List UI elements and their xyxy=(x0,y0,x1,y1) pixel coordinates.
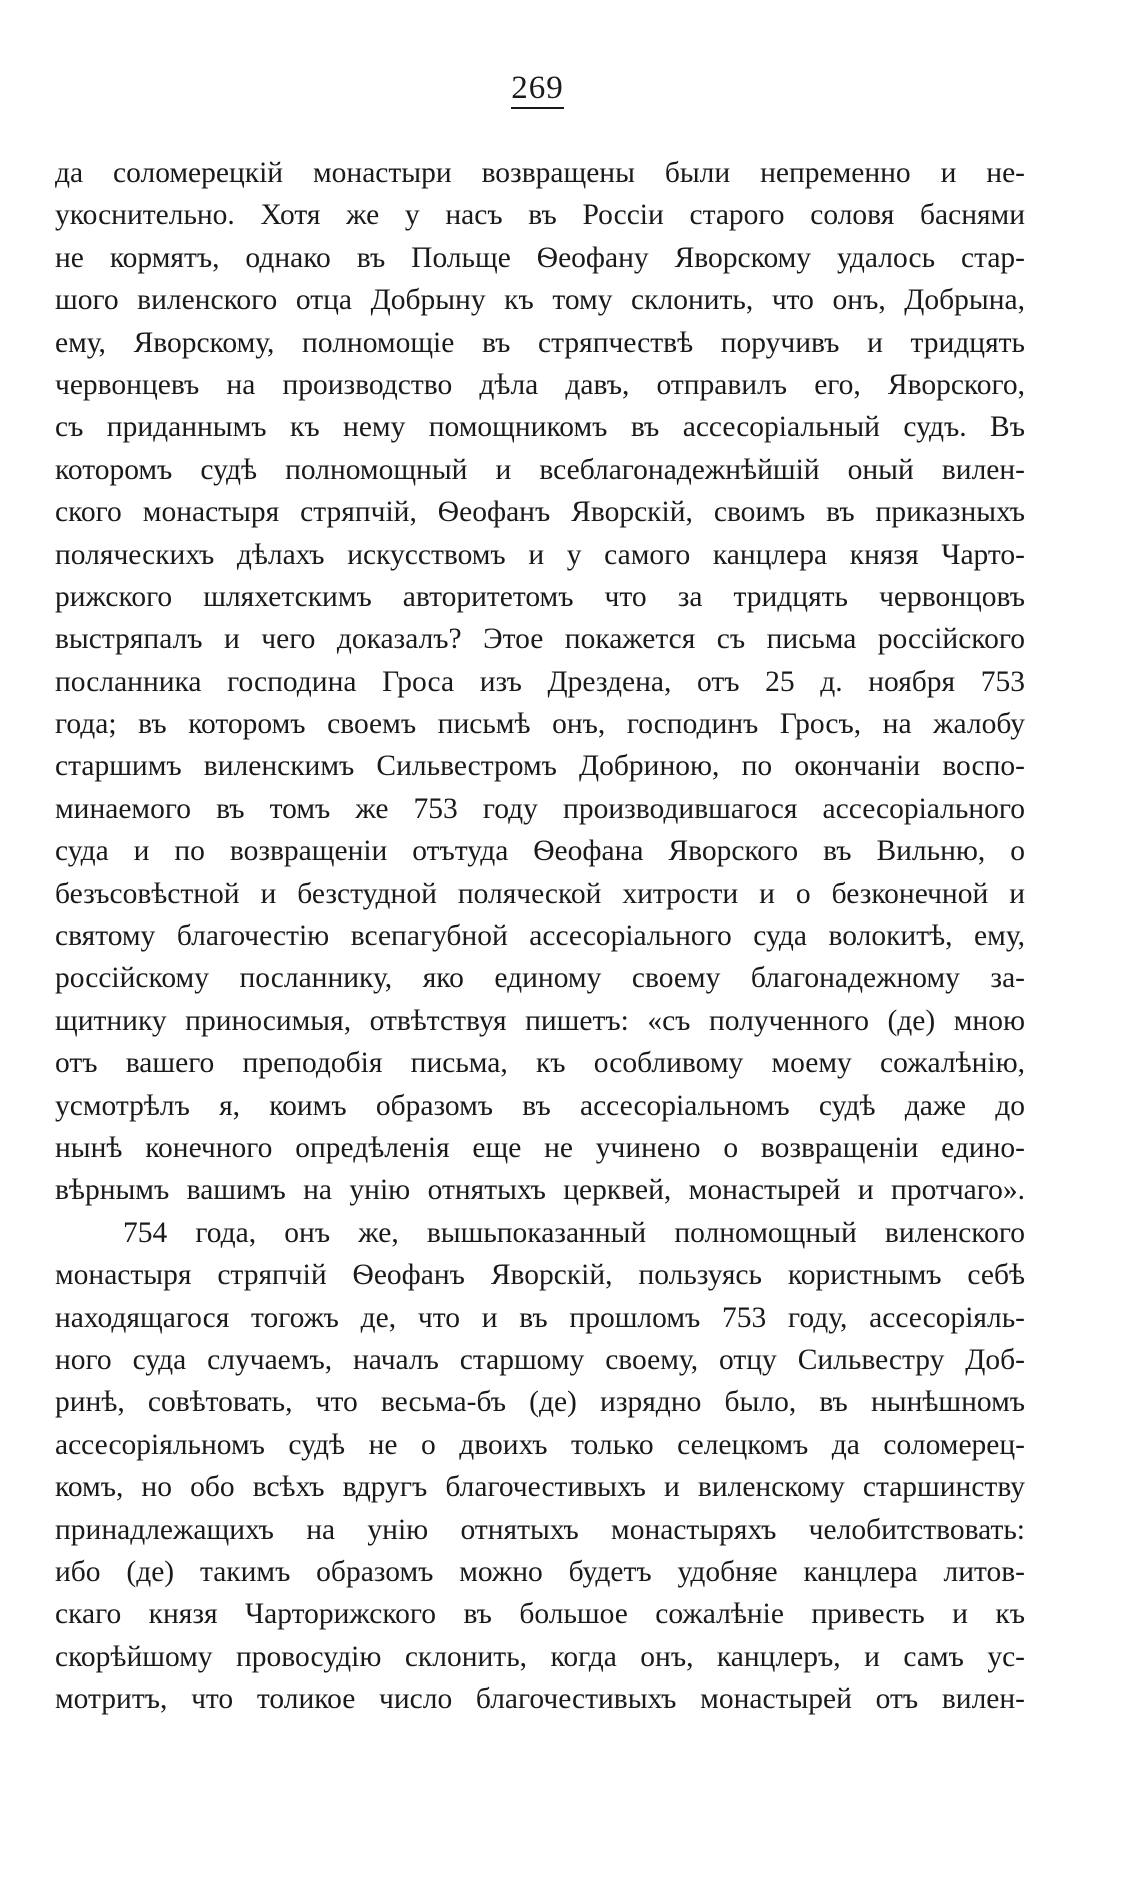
text-line: ассесоріяльномъ судѣ не о двоихъ только селецкомъ да соломерец- xyxy=(55,1428,1025,1461)
page-number-text: 269 xyxy=(511,70,564,109)
text-line: вѣрнымъ вашимъ на унію отнятыхъ церквей, монастырей и протчаго». xyxy=(55,1174,1025,1207)
text-line: мотритъ, что толикое число благочестивыхъ монастырей отъ вилен- xyxy=(55,1683,1025,1716)
text-line: минаемого въ томъ же 753 году производившагося ассесоріального xyxy=(55,792,1025,825)
text-line-paragraph-start: 754 года, онъ же, вышьпоказанный полномощный виленского xyxy=(123,1216,1025,1249)
text-line: безъсовѣстной и безстудной поляческой хитрости и о безконечной и xyxy=(55,877,1025,910)
text-line: шого виленского отца Добрыну къ тому склонить, что онъ, Добрына, xyxy=(55,284,1025,317)
text-line: червонцевъ на производство дѣла давъ, отправилъ его, Яворского, xyxy=(55,368,1025,401)
text-line: посланника господина Гроса изъ Дрездена, отъ 25 д. ноября 753 xyxy=(55,665,1025,698)
text-line: принадлежащихъ на унію отнятыхъ монастыряхъ челобитствовать: xyxy=(55,1513,1025,1546)
text-line: съ приданнымъ къ нему помощникомъ въ ассесоріальный судъ. Въ xyxy=(55,411,1025,444)
text-line: ринѣ, совѣтовать, что весьма-бъ (де) изрядно было, въ нынѣшномъ xyxy=(55,1386,1025,1419)
text-line: нынѣ конечного опредѣленія еще не учинено о возвращеніи едино- xyxy=(55,1131,1025,1164)
text-line: щитнику приносимыя, отвѣтствуя пишетъ: «съ полученного (де) мною xyxy=(55,1004,1025,1037)
text-line: скаго князя Чарторижского въ большое сожалѣніе привесть и къ xyxy=(55,1598,1025,1631)
text-line: старшимъ виленскимъ Сильвестромъ Добриною, по окончаніи воспо- xyxy=(55,750,1025,783)
text-line: россійскому посланнику, яко единому своему благонадежному за- xyxy=(55,962,1025,995)
text-line: суда и по возвращеніи отътуда Ѳеофана Яворского въ Вильню, о xyxy=(55,835,1025,868)
text-line: находящагося тогожъ де, что и въ прошломъ 753 году, ассесоріяль- xyxy=(55,1301,1025,1334)
text-line: скорѣйшому провосудію склонить, когда онъ, канцлеръ, и самъ ус- xyxy=(55,1640,1025,1673)
text-line: рижского шляхетскимъ авторитетомъ что за тридцять червонцовъ xyxy=(55,580,1025,613)
text-line: не кормятъ, однако въ Польще Ѳеофану Яворскому удалось стар- xyxy=(55,241,1025,274)
text-line: года; въ которомъ своемъ письмѣ онъ, господинъ Гросъ, на жалобу xyxy=(55,708,1025,741)
text-line: усмотрѣлъ я, коимъ образомъ въ ассесоріальномъ судѣ даже до xyxy=(55,1089,1025,1122)
text-line: ему, Яворскому, полномощіе въ стряпчествѣ поручивъ и тридцять xyxy=(55,326,1025,359)
text-line: святому благочестію всепагубной ассесоріального суда волокитѣ, ему, xyxy=(55,920,1025,953)
text-line: поляческихъ дѣлахъ искусствомъ и у самого канцлера князя Чарто- xyxy=(55,538,1025,571)
body-text xyxy=(55,152,1025,1720)
text-line: выстряпалъ и чего доказалъ? Этое покажется съ письма россійского xyxy=(55,623,1025,656)
text-line: ского монастыря стряпчій, Ѳеофанъ Яворскій, своимъ въ приказныхъ xyxy=(55,496,1025,529)
text-line: монастыря стряпчій Ѳеофанъ Яворскій, пользуясь користнымъ себѣ xyxy=(55,1259,1025,1292)
text-line: да соломерецкій монастыри возвращены были непременно и не- xyxy=(55,157,1025,189)
text-line: которомъ судѣ полномощный и всеблагонадежнѣйшій оный вилен- xyxy=(55,453,1025,486)
text-line: комъ, но обо всѣхъ вдругъ благочестивыхъ и виленскому старшинству xyxy=(55,1471,1025,1504)
text-line: ибо (де) такимъ образомъ можно будетъ удобняе канцлера литов- xyxy=(55,1555,1025,1588)
page-number xyxy=(0,70,1075,107)
text-line: отъ вашего преподобія письма, къ особливому моему сожалѣнію, xyxy=(55,1047,1025,1080)
text-line: ного суда случаемъ, началъ старшому своему, отцу Сильвестру Доб- xyxy=(55,1343,1025,1376)
text-line: укоснительно. Хотя же у насъ въ Россіи старого соловя баснями xyxy=(55,199,1025,232)
